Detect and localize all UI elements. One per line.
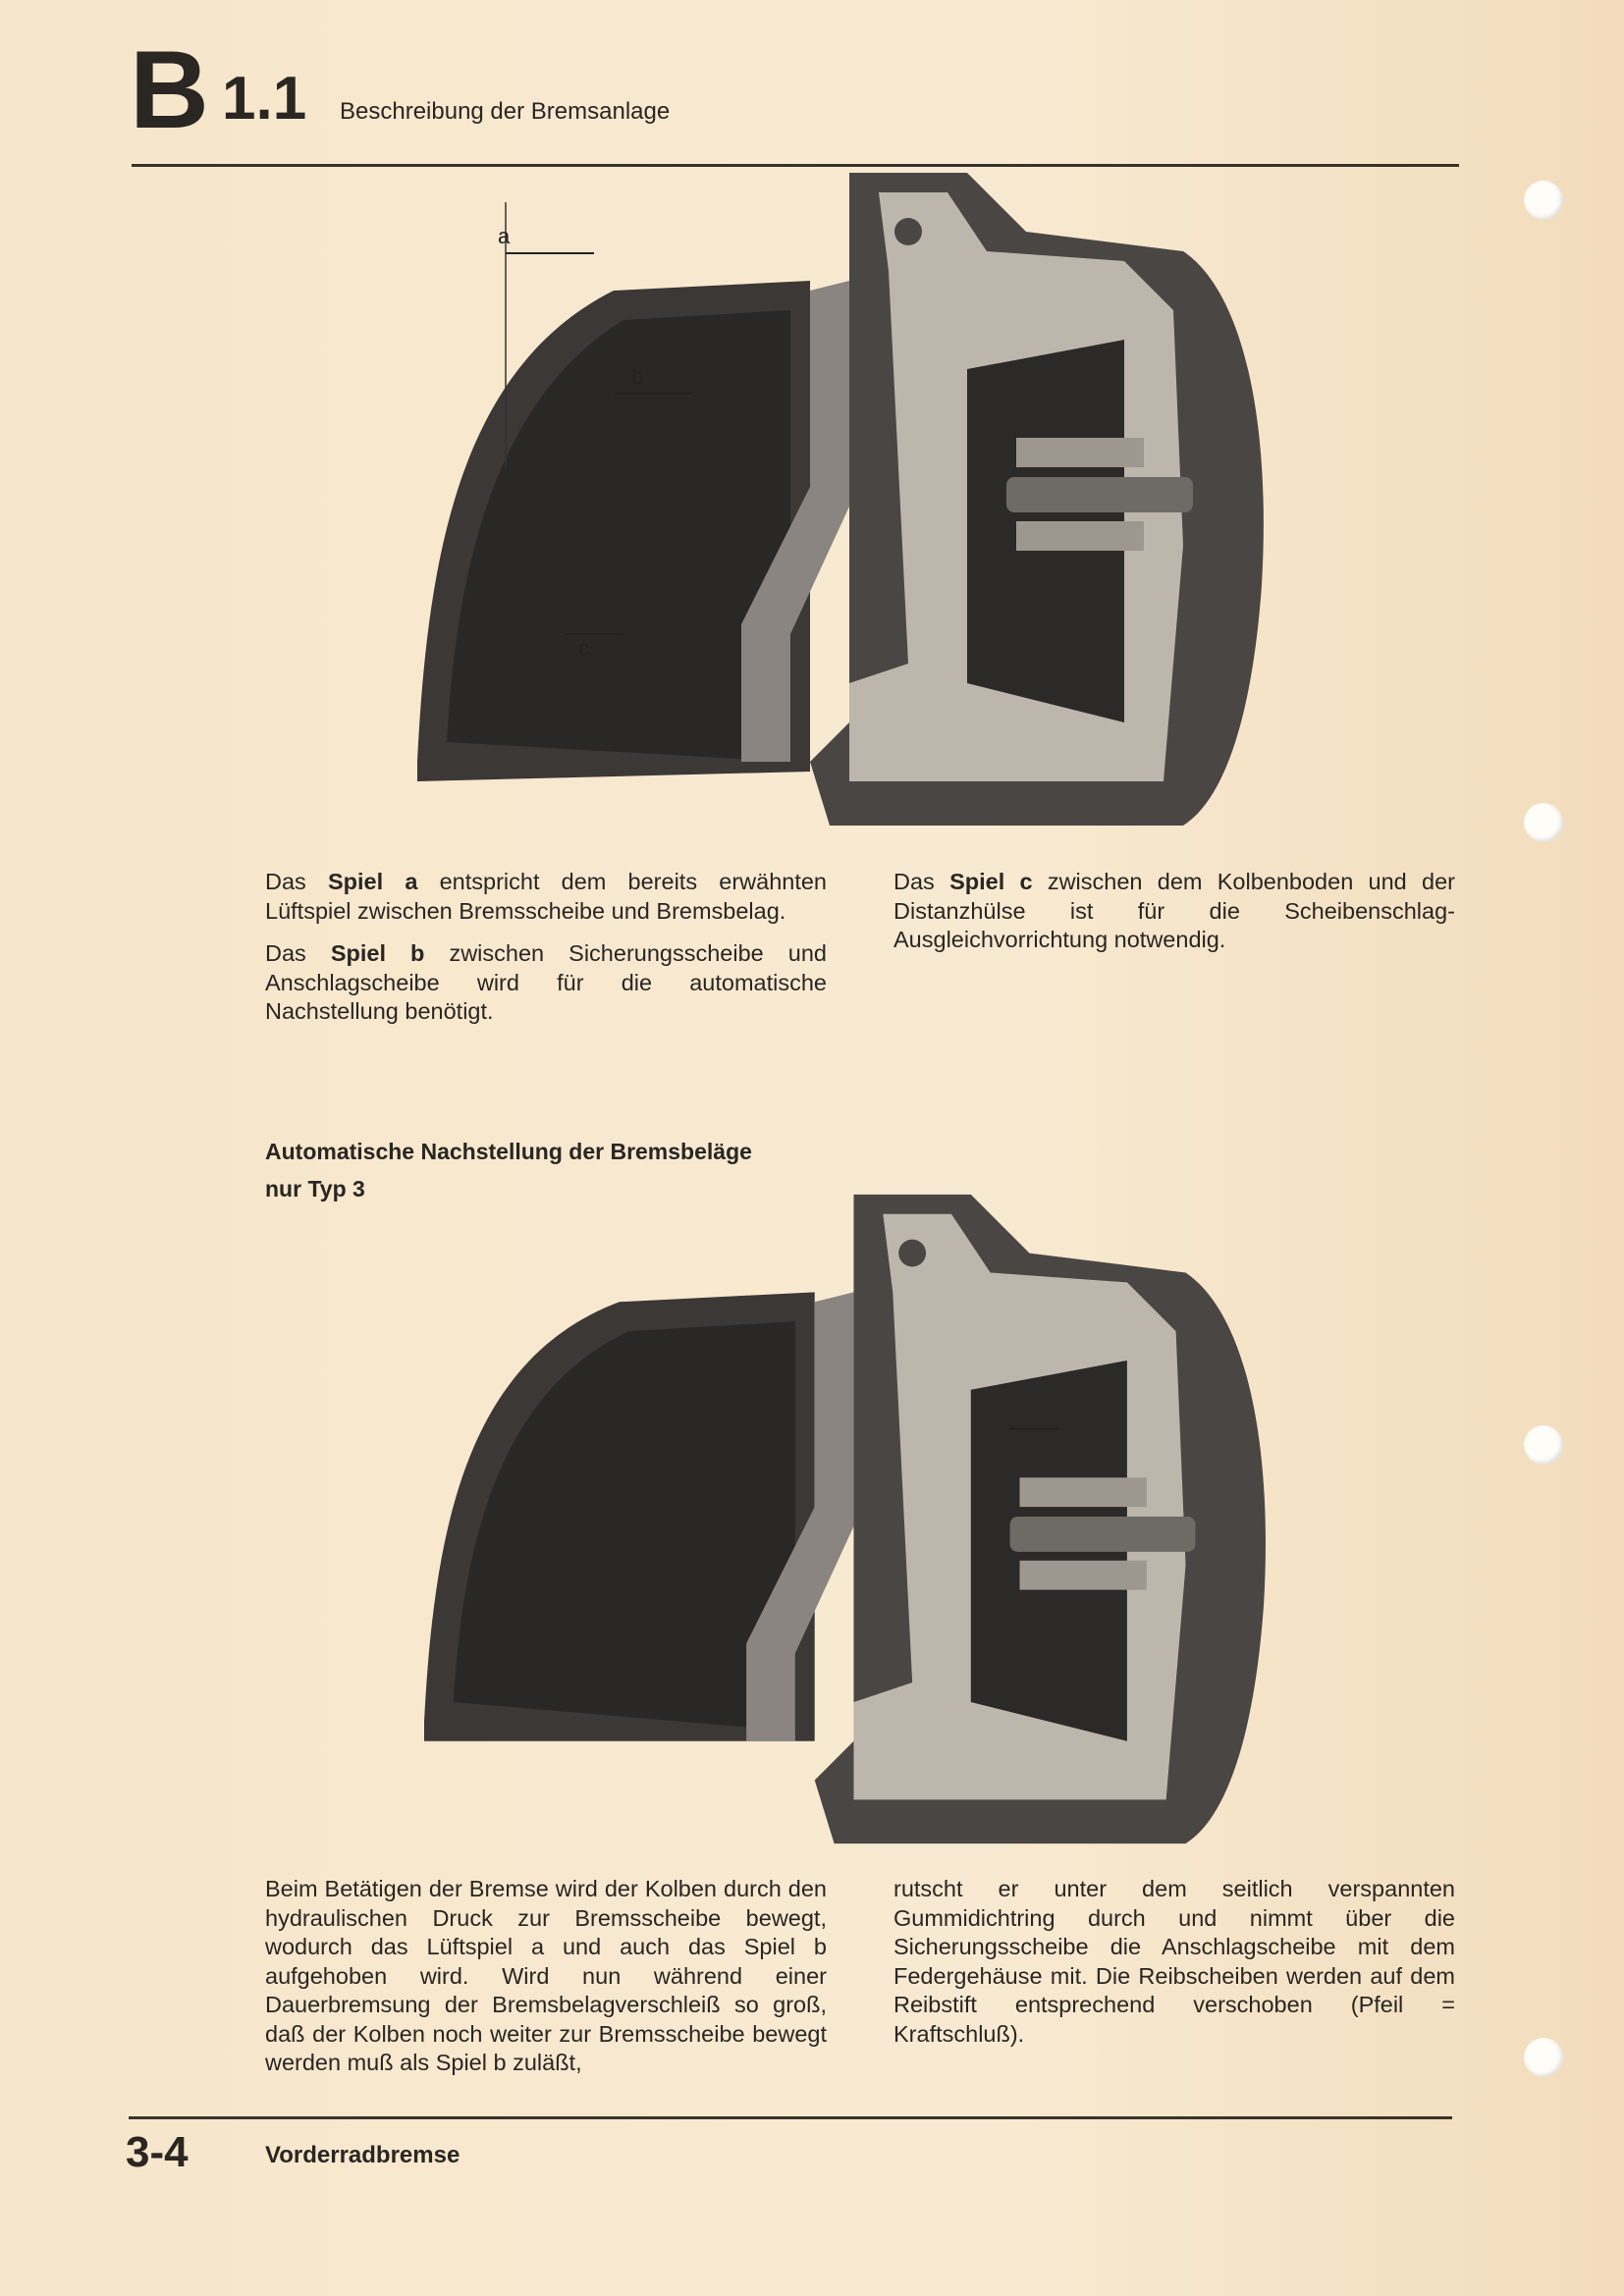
header-divider: [132, 164, 1459, 167]
paragraph-spiel-a: Das Spiel a entspricht dem bereits erwähnten Lüftspiel zwischen Bremsscheibe und Bremsbelag.: [265, 869, 828, 924]
paragraph-spiel-c: Das Spiel c zwischen dem Kolbenboden und der Distanzhülse ist für die Scheibenschlag-Ausgleichvorrichtung notwendig.: [893, 869, 1455, 952]
footer-divider: [129, 2116, 1452, 2119]
chapter-number: 1.1: [222, 65, 307, 133]
section-subheading: nur Typ 3: [265, 1176, 365, 1201]
section-heading: Automatische Nachstellung der Bremsbeläge: [265, 1139, 752, 1164]
label-b: b: [631, 364, 644, 389]
punch-hole: [1524, 803, 1563, 842]
brake-caliper-cutaway-figure-1: [417, 173, 1276, 830]
paragraph-column-left-1: [265, 868, 827, 1041]
punch-hole: [1524, 181, 1563, 220]
punch-hole: [1524, 1425, 1563, 1465]
page-number: 3-4: [126, 2128, 189, 2176]
paragraph-column-right-2: rutscht er unter dem seitlich verspannten Gummidichtring durch und nimmt über die Sicherungsscheibe die Anschlagscheibe mit dem Federgehäuse mit. Die Reibscheiben werden auf dem Reibstift entsprechend verschoben (Pfeil = Kraftschluß).: [893, 1876, 1455, 2047]
label-a: a: [498, 224, 511, 248]
page-title: Beschreibung der Bremsanlage: [340, 98, 671, 125]
footer-title: Vorderradbremse: [265, 2142, 460, 2168]
paragraph-spiel-b: Das Spiel b zwischen Sicherungsscheibe und Anschlagscheibe wird für die automatische Nachstellung benötigt.: [265, 940, 827, 1024]
chapter-letter: B: [130, 28, 207, 151]
paragraph-column-right-1: [893, 868, 1455, 969]
punch-hole: [1524, 2038, 1563, 2077]
label-c: c: [578, 636, 589, 661]
paragraph-column-left-2: Beim Betätigen der Bremse wird der Kolben durch den hydraulischen Druck zur Bremsscheibe bewegt, wodurch das Lüftspiel a und auch das Spiel b aufgehoben wird. Wird nun während einer Dauerbremsung der Bremsbelagverschleiß so groß, daß der Kolben noch weiter zur Bremsscheibe bewegt werden muß als Spiel b zuläßt,: [265, 1876, 827, 2075]
brake-caliper-cutaway-figure-2: [424, 1193, 1278, 1850]
